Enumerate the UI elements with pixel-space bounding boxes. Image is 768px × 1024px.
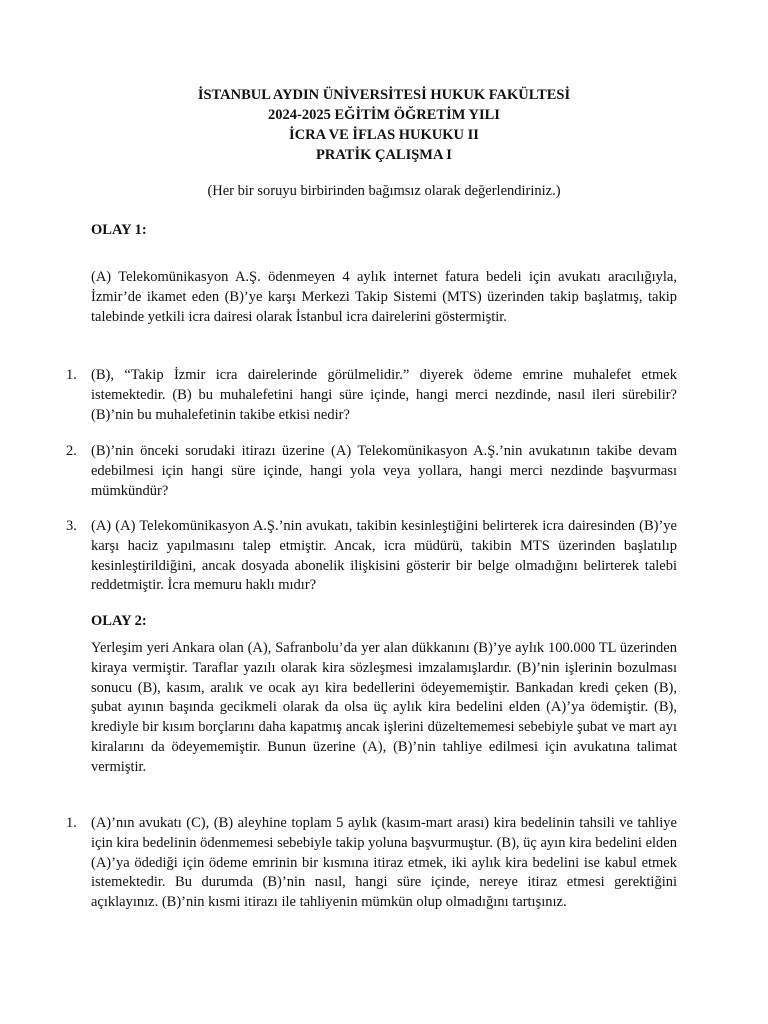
olay1-question-1 — [66, 366, 677, 425]
question-text: (B)’nin önceki sorudaki itirazı üzerine (A) Telekomünikasyon A.Ş.’nin avukatının takibe devam edebilmesi için hangi süre içinde, hangi yola veya yollara, hangi merci nezdinde başvurması mümkündür? — [91, 443, 677, 499]
course-title: İCRA VE İFLAS HUKUKU II — [289, 127, 479, 143]
question-number: 2. — [66, 443, 77, 459]
olay2-text: Yerleşim yeri Ankara olan (A), Safranbolu’da yer alan dükkanını (B)’ye aylık 100.000 TL üzerinden kiraya vermiştir. Taraflar yazılı olarak kira sözleşmesi imzalamışlardır. (B)’nin işlerinin bozulması sonucu (B), kasım, aralık ve ocak ayı kira bedellerini ödeyememiştir. Bankadan kredi çeken (B), şubat ayının başında gecikmeli olarak da olsa üç aylık kira bedelini elden (A)’ya ödemiştir. (B), krediyle bir kısım borçlarını daha kapatmış ancak işlerini düzeltememesi sebebiyle şubat ve mart ayı kiralarını da ödeyememiştir. Bunun üzerine (A), (B)’nin tahliye edilmesi için avukatına talimat vermiştir. — [91, 640, 677, 775]
document-header — [0, 85, 768, 165]
olay2-question-1 — [66, 814, 677, 913]
olay1-question-3 — [66, 517, 677, 596]
academic-year: 2024-2025 EĞİTİM ÖĞRETİM YILI — [268, 107, 500, 123]
question-text: (B), “Takip İzmir icra dairelerinde görülmelidir.” diyerek ödeme emrine muhalefet etmek istemektedir. (B) bu muhalefetini hangi süre içinde, hangi merci nezdinde, nasıl ileri sürebilir? (B)’nin bu muhalefetinin takibe etkisi nedir? — [91, 367, 677, 423]
question-number: 1. — [66, 815, 77, 831]
university-faculty-title: İSTANBUL AYDIN ÜNİVERSİTESİ HUKUK FAKÜLTESİ — [197, 87, 571, 103]
olay2-heading: OLAY 2: — [91, 613, 147, 629]
question-text: (A) (A) Telekomünikasyon A.Ş.’nin avukatı, takibin kesinleştiğini belirterek icra dairesinden (B)’ye karşı haciz yapılmasını talep etmiştir. Ancak, icra müdürü, takibin MTS üzerinden başlatılıp kesinleştirildiğini, ancak dosyada abonelik ilişkisini gösterir bir belge olmadığını belirterek talebi reddetmiştir. İcra memuru haklı mıdır? — [91, 518, 677, 594]
question-text: (A)’nın avukatı (C), (B) aleyhine toplam 5 aylık (kasım-mart arası) kira bedelinin tahsili ve tahliye için kira bedelinin ödenmemesi sebebiyle takip yoluna başvurmuştur. (B), üç ayın kira bedelini elden (A)’ya ödediği için ödeme emrinin bir kısmına itiraz etmek, iki aylık kira bedelini ise kabul etmek istemektedir. Bu durumda (B)’nin nasıl, hangi süre içinde, nereye itiraz etmesi gerektiğini açıklayınız. (B)’nin kısmi itirazı ile tahliyenin mümkün olup olmadığını tartışınız. — [91, 815, 677, 911]
question-number: 1. — [66, 367, 77, 383]
exercise-title: PRATİK ÇALIŞMA I — [316, 147, 452, 163]
question-number: 3. — [66, 518, 77, 534]
olay1-question-2 — [66, 442, 677, 501]
olay1-text: (A) Telekomünikasyon A.Ş. ödenmeyen 4 aylık internet fatura bedeli için avukatı aracılığıyla, İzmir’de ikamet eden (B)’ye karşı Merkezi Takip Sistemi (MTS) üzerinden takip başlatmış, takip talebinde yetkili icra dairesi olarak İstanbul icra dairelerini göstermiştir. — [91, 269, 677, 325]
olay1-heading: OLAY 1: — [91, 222, 147, 238]
instruction-note: (Her bir soruyu birbirinden bağımsız olarak değerlendiriniz.) — [207, 183, 561, 199]
